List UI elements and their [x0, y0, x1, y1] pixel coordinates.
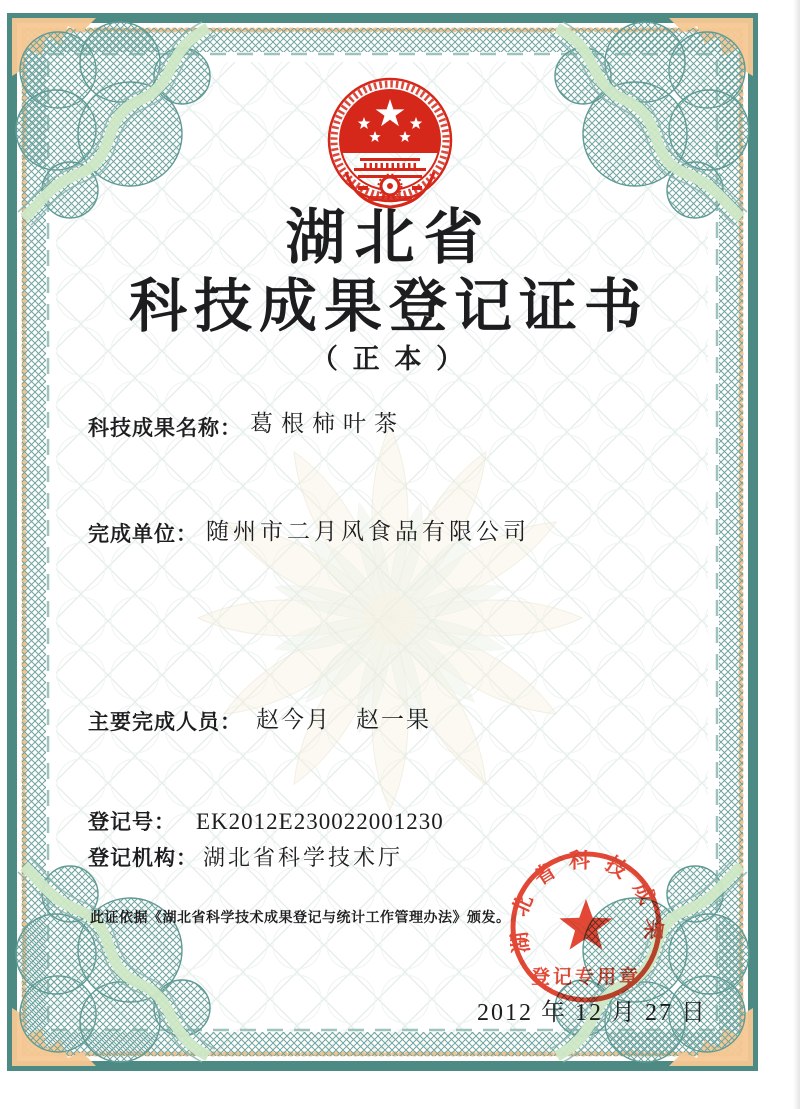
field-registration-number [88, 808, 444, 836]
issue-date: 2012 年 12 月 27 日 [477, 1000, 707, 1026]
subtitle-original-copy: （ 正 本 ） [310, 344, 468, 374]
registration-seal [486, 827, 686, 1027]
scan-edge-shadow [793, 0, 800, 1109]
field-label: 登记机构： [88, 846, 198, 870]
field-achievement-name [88, 411, 405, 442]
field-value: 随州市二月风食品有限公司 [206, 519, 530, 544]
field-value: 葛根柿叶茶 [250, 411, 405, 436]
field-label: 完成单位： [88, 522, 198, 546]
field-registration-authority [88, 845, 403, 871]
seal-bottom-text: 登记专用章 [530, 967, 642, 988]
field-label: 主要完成人员： [88, 710, 242, 734]
field-completing-unit [88, 520, 530, 548]
field-value: 赵今月 赵一果 [256, 707, 431, 732]
field-value: 湖北省科学技术厅 [203, 845, 404, 870]
field-value: EK2012E230022001230 [196, 809, 444, 834]
field-label: 科技成果名称： [88, 416, 242, 440]
seal-arc-text: 湖北省科技成果 [505, 848, 667, 955]
title-line-2: 科技成果登记证书 [128, 274, 649, 339]
field-main-contributors [88, 708, 431, 736]
seal-star-icon [559, 899, 612, 950]
title-line-1: 湖北省 [285, 205, 493, 271]
field-label: 登记号： [88, 810, 176, 834]
national-emblem-icon [318, 76, 463, 226]
issuance-basis-note: 此证依据《湖北省科学技术成果登记与统计工作管理办法》颁发。 [90, 911, 511, 926]
